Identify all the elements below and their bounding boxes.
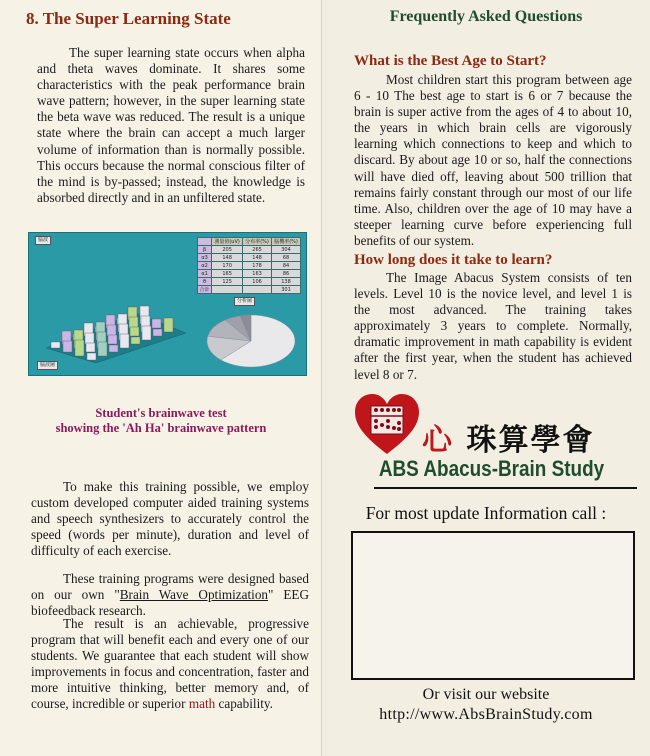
brainwave-bar [85,333,94,344]
logo-heart-character: 心 [422,423,454,458]
table-cell: α3 [198,254,212,262]
table-row [198,246,301,254]
answer-how-long: The Image Abacus System consists of ten levels. Level 10 is the novice level, and level 1 is the most advanced. The training takes approximately 3 years to complete. Normally, dramatic improvement in math capability is evident after the first year, when the student has achieved level 8 or 7. [354,270,632,382]
logo-chinese-title [422,415,594,459]
right-panel [322,0,650,756]
question-how-long: How long does it take to learn? [354,252,553,268]
brain-wave-optimization-link[interactable]: Brain Wave Optimization [119,587,269,603]
brainwave-bar [142,326,151,340]
website-url-link[interactable]: http://www.AbsBrainStudy.com [379,706,593,723]
table-cell: 68 [272,254,301,262]
brainwave-bar [130,327,139,336]
table-cell: α2 [198,262,212,270]
table-cell: 148 [243,254,272,262]
result-text-before: The result is an achievable, progressive program that will benefit each and every one of our students. We guarantee that each student will show improvements in focus and concentration, faster and more intuitive thinking, better memory and, of course, incredible or superior [31,616,309,712]
table-cell [243,286,272,294]
brainwave-bar [98,342,107,356]
brainwave-3d-bars [41,288,191,363]
math-word: math [188,696,216,712]
brainwave-bar [120,334,129,348]
info-call-label: For most update Information call : [365,503,607,523]
table-cell: 170 [212,262,243,270]
image-tag-analysis: 分析圖 [234,297,255,306]
result-paragraph [31,616,309,713]
brainwave-table [197,237,301,294]
brainwave-bar [152,319,161,328]
table-cell: 265 [243,246,272,254]
brainwave-pie-chart [205,313,297,369]
abacus-heart-icon [352,390,422,460]
table-cell: 148 [212,254,243,262]
table-cell: α1 [198,270,212,278]
table-row [198,270,301,278]
brainwave-bar [153,329,162,336]
logo-chinese-text: 珠算學會 [466,423,595,458]
table-cell: 106 [243,278,272,286]
left-panel [0,0,322,756]
table-cell: β [198,246,212,254]
brainwave-bar [129,317,138,328]
image-tag-chart: 腦波圖 [37,361,58,370]
logo-english-title: ABS Abacus-Brain Study [378,456,605,481]
brainwave-bar [87,353,96,360]
result-text-after: capability. [218,696,273,712]
table-row [198,278,301,286]
brainwave-table-header [198,238,301,246]
table-cell: 合計 [198,286,212,294]
table-cell: 165 [212,270,243,278]
faq-heading: Frequently Asked Questions [389,8,583,25]
table-row [198,254,301,262]
question-best-age: What is the Best Age to Start? [354,53,547,69]
answer-best-age: Most children start this program between age 6 - 10 The best age to start is 6 or 7 because the brain is super active from the ages of 4 to about 10, the years in which brain cells are vigorously learning which connections to keep and which to discard. By about age 10 or so, half the connections will have died off, leaving about 500 trillion that remains fairly constant through our most of our life time. Also, children over the age of 10 may have a steeper learning curve before experiencing full benefits of our system. [354,72,632,248]
table-cell: 86 [272,270,301,278]
brainwave-test-image [28,232,307,376]
section-heading: 8. The Super Learning State [26,9,231,28]
visit-website-label: Or visit our website [422,686,550,703]
table-header-cell [198,238,212,246]
table-row [198,286,301,294]
table-cell: θ [198,278,212,286]
brainwave-bar [51,342,60,348]
table-cell: 163 [243,270,272,278]
brainwave-bar [131,337,140,344]
logo-underline [374,487,637,489]
programs-paragraph [31,571,309,619]
table-cell: 125 [212,278,243,286]
image-tag-brainwave: 腦波 [35,236,51,245]
contact-info-box [351,531,635,680]
table-header-cell: 分布率(%) [243,238,272,246]
super-learning-paragraph: The super learning state occurs when alpha and theta waves dominate. It shares some characteristics with the peak performance brain wave pattern; however, in the super learning state the beta wave was reduced. The result is a unique state where the brain can accept a much larger volume of information than is normally possible. This occurs because the normal conscious filter of the mind is by-passed; instead, the knowledge is absorbed directly and in an unfiltered state. [37,45,305,205]
brainwave-bar [107,325,116,336]
table-cell: 178 [243,262,272,270]
table-cell: 304 [272,246,301,254]
brainwave-bar [86,343,95,352]
brainwave-bar [63,341,72,352]
table-cell: 84 [272,262,301,270]
table-cell: 301 [272,286,301,294]
table-cell: 138 [272,278,301,286]
table-row [198,262,301,270]
programs-text-after: " EEG biofeedback research. [31,587,309,619]
brainwave-bar [164,318,173,332]
brainwave-bar [75,340,84,356]
image-caption-line2: showing the 'Ah Ha' brainwave pattern [55,421,267,435]
table-header-cell: 腦機率(%) [272,238,301,246]
brainwave-bar [108,335,117,344]
image-caption-line1: Student's brainwave test [95,406,227,420]
brainwave-bar [109,345,118,352]
table-cell [212,286,243,294]
training-paragraph: To make this training possible, we employ custom developed computer aided training systems and speech synthesizers to accurately control the speed (words per minute), duration and level of difficulty of each exercise. [31,479,309,559]
programs-text-before: These training programs were designed based on our own " [31,571,309,603]
table-cell: 205 [212,246,243,254]
table-header-cell: 測量值(uV) [212,238,243,246]
